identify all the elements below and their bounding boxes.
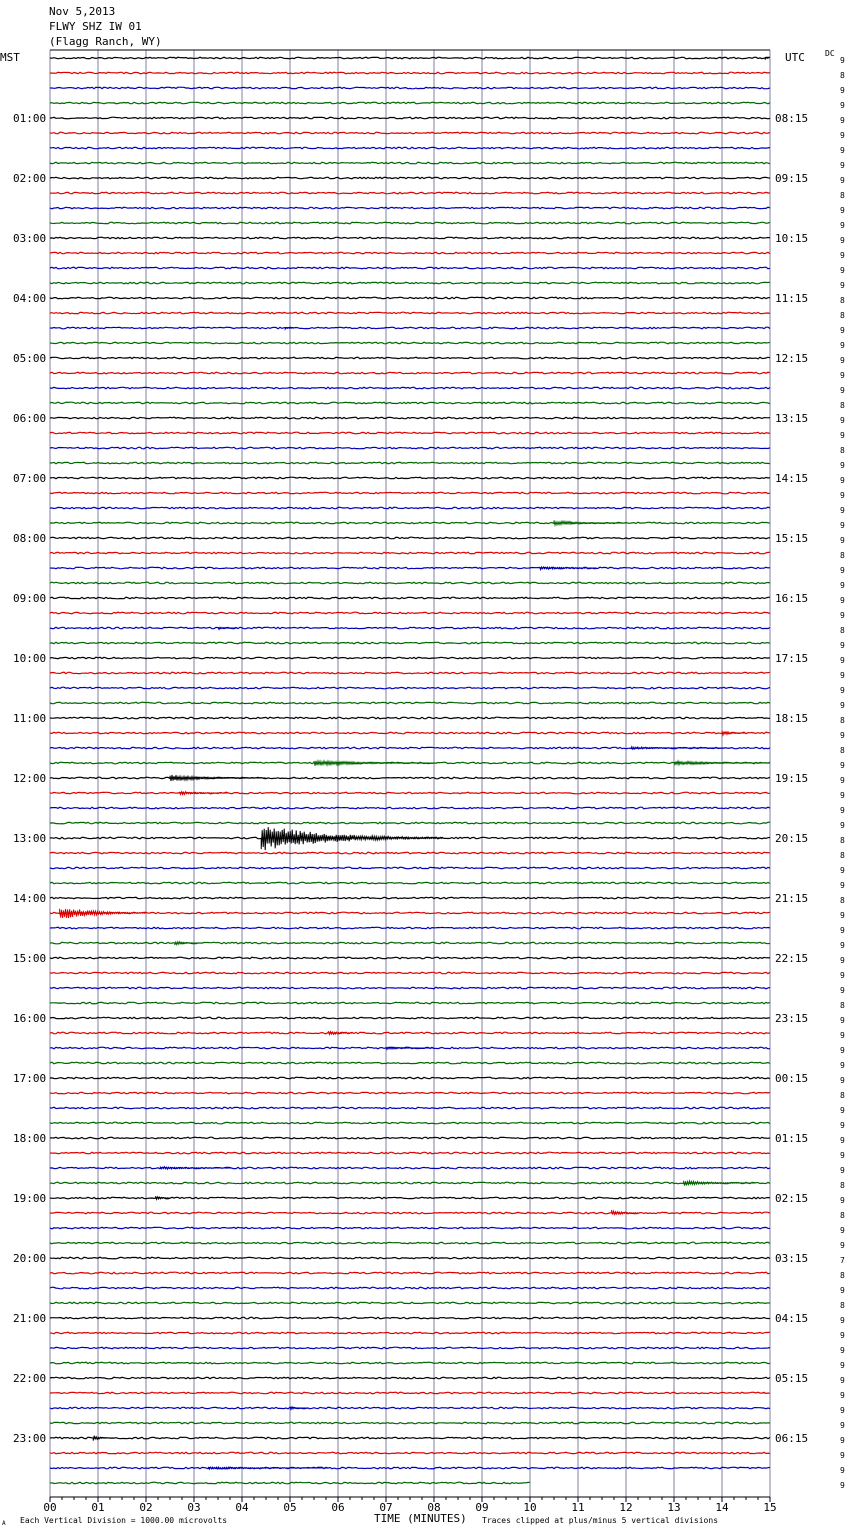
dc-offset-label: 9: [840, 941, 845, 950]
right-hour-label: 05:15: [775, 1372, 809, 1385]
dc-offset-label: 7: [840, 1256, 845, 1265]
dc-offset-label: 9: [840, 866, 845, 875]
left-hour-label: 02:00: [13, 172, 47, 185]
trace-84: [50, 1317, 770, 1319]
right-hour-label: 14:15: [775, 472, 809, 485]
dc-offset-label: 9: [840, 1061, 845, 1070]
trace-8: [50, 177, 770, 179]
left-hour-label: 23:00: [13, 1432, 47, 1445]
trace-75: [50, 1182, 770, 1184]
x-tick-label: 02: [139, 1501, 153, 1514]
trace-77: [50, 1212, 770, 1214]
dc-offset-label: 8: [840, 896, 845, 905]
dc-offset-label: 9: [840, 251, 845, 260]
trace-87: [50, 1362, 770, 1364]
trace-40: [50, 657, 770, 659]
trace-27: [50, 462, 770, 464]
dc-offset-label: 9: [840, 656, 845, 665]
trace-91: [50, 1422, 770, 1424]
trace-26: [50, 447, 770, 449]
trace-19: [50, 342, 770, 344]
left-hour-label: 18:00: [13, 1132, 47, 1145]
trace-74: [50, 1167, 770, 1169]
trace-25: [50, 432, 770, 434]
trace-73: [50, 1152, 770, 1154]
right-hour-label: 04:15: [775, 1312, 809, 1325]
left-hour-label: 11:00: [13, 712, 47, 725]
event-11: [261, 827, 443, 850]
right-timezone-label: UTC: [785, 51, 805, 64]
dc-offset-label: 8: [840, 446, 845, 455]
left-hour-label: 16:00: [13, 1012, 47, 1025]
dc-offset-label: 8: [840, 1091, 845, 1100]
trace-69: [50, 1092, 770, 1094]
trace-15: [50, 282, 770, 284]
x-axis-title: TIME (MINUTES): [374, 1512, 467, 1525]
dc-offset-label: 9: [840, 911, 845, 920]
dc-offset-label: 9: [840, 956, 845, 965]
station-label: FLWY SHZ IW 01: [49, 20, 142, 33]
left-hour-label: 09:00: [13, 592, 47, 605]
trace-54: [50, 867, 770, 869]
dc-offset-label: 9: [840, 1391, 845, 1400]
left-timezone-label: MST: [0, 51, 20, 64]
trace-90: [50, 1407, 770, 1409]
dc-offset-label: 8: [840, 1271, 845, 1280]
trace-2: [50, 87, 770, 89]
x-tick-label: 01: [91, 1501, 105, 1514]
dc-offset-label: 9: [840, 1331, 845, 1340]
dc-offset-label: 9: [840, 326, 845, 335]
right-hour-label: 23:15: [775, 1012, 809, 1025]
left-hour-label: 15:00: [13, 952, 47, 965]
left-hour-label: 07:00: [13, 472, 47, 485]
dc-offset-label: 9: [840, 176, 845, 185]
dc-offset-labels: [840, 56, 845, 1490]
x-tick-label: 04: [235, 1501, 249, 1514]
dc-offset-label: 9: [840, 1436, 845, 1445]
dc-offset-label: 9: [840, 1451, 845, 1460]
dc-offset-label: 8: [840, 1001, 845, 1010]
trace-22: [50, 387, 770, 389]
dc-offset-label: 9: [840, 1466, 845, 1475]
trace-58: [50, 927, 770, 929]
trace-65: [50, 1032, 770, 1034]
trace-31: [50, 522, 770, 524]
trace-70: [50, 1107, 770, 1109]
trace-45: [50, 732, 770, 734]
event-7: [314, 761, 434, 766]
dc-offset-label: 9: [840, 386, 845, 395]
right-hour-label: 17:15: [775, 652, 809, 665]
right-hour-label: 20:15: [775, 832, 809, 845]
trace-71: [50, 1122, 770, 1124]
dc-offset-label: 9: [840, 461, 845, 470]
event-17: [684, 1181, 756, 1186]
trace-4: [50, 117, 770, 119]
dc-offset-label: 9: [840, 1196, 845, 1205]
right-hour-label: 00:15: [775, 1072, 809, 1085]
trace-43: [50, 702, 770, 704]
dc-offset-label: 9: [840, 431, 845, 440]
dc-offset-label: 8: [840, 551, 845, 560]
dc-offset-label: 9: [840, 266, 845, 275]
trace-11: [50, 222, 770, 224]
dc-offset-label: 9: [840, 86, 845, 95]
trace-42: [50, 687, 770, 689]
dc-offset-label: 8: [840, 401, 845, 410]
left-hour-label: 03:00: [13, 232, 47, 245]
dc-offset-label: 9: [840, 686, 845, 695]
trace-14: [50, 267, 770, 269]
trace-51: [50, 822, 770, 824]
dc-offset-label: 9: [840, 521, 845, 530]
location-label: (Flagg Ranch, WY): [49, 35, 162, 48]
dc-offset-label: 9: [840, 506, 845, 515]
left-hour-label: 17:00: [13, 1072, 47, 1085]
dc-offset-label: 9: [840, 1121, 845, 1130]
trace-50: [50, 807, 770, 809]
dc-offset-label: 9: [840, 821, 845, 830]
left-hour-label: 08:00: [13, 532, 47, 545]
left-hour-label: 12:00: [13, 772, 47, 785]
dc-offset-label: 9: [840, 1136, 845, 1145]
dc-offset-label: 9: [840, 1016, 845, 1025]
dc-offset-label: 8: [840, 191, 845, 200]
dc-offset-label: 9: [840, 776, 845, 785]
trace-32: [50, 537, 770, 539]
trace-10: [50, 207, 770, 209]
left-hour-label: 21:00: [13, 1312, 47, 1325]
x-tick-label: 12: [619, 1501, 633, 1514]
dc-offset-label: 9: [840, 1076, 845, 1085]
trace-18: [50, 327, 770, 329]
trace-9: [50, 192, 770, 194]
trace-56: [50, 897, 770, 899]
dc-offset-label: 8: [840, 296, 845, 305]
right-hour-label: 16:15: [775, 592, 809, 605]
dc-offset-label: 8: [840, 836, 845, 845]
dc-offset-label: 9: [840, 161, 845, 170]
dc-offset-label: 9: [840, 641, 845, 650]
trace-3: [50, 102, 770, 104]
x-tick-label: 13: [667, 1501, 681, 1514]
dc-offset-label: 9: [840, 611, 845, 620]
corner-mark: A: [2, 1520, 6, 1527]
left-hour-label: 22:00: [13, 1372, 47, 1385]
dc-offset-label: 9: [840, 881, 845, 890]
trace-80: [50, 1257, 770, 1259]
x-tick-label: 11: [571, 1501, 585, 1514]
dc-offset-label: 9: [840, 131, 845, 140]
dc-offset-label: 9: [840, 206, 845, 215]
dc-offset-label: 9: [840, 1376, 845, 1385]
dc-offset-label: 9: [840, 491, 845, 500]
trace-64: [50, 1017, 770, 1019]
event-5: [722, 731, 746, 735]
right-hour-label: 21:15: [775, 892, 809, 905]
trace-92: [50, 1437, 770, 1439]
trace-28: [50, 477, 770, 479]
dc-offset-label: 8: [840, 851, 845, 860]
dc-offset-label: 9: [840, 236, 845, 245]
trace-83: [50, 1302, 770, 1304]
trace-55: [50, 882, 770, 884]
right-hour-labels: [775, 112, 808, 1445]
dc-offset-label: 9: [840, 416, 845, 425]
trace-68: [50, 1077, 770, 1079]
dc-offset-label: 8: [840, 716, 845, 725]
dc-label: DC: [825, 49, 835, 58]
trace-36: [50, 597, 770, 599]
trace-20: [50, 357, 770, 359]
x-tick-label: 05: [283, 1501, 297, 1514]
trace-41: [50, 672, 770, 674]
x-tick-label: 10: [523, 1501, 537, 1514]
trace-7: [50, 162, 770, 164]
left-hour-label: 06:00: [13, 412, 47, 425]
trace-53: [50, 852, 770, 854]
date-label: Nov 5,2013: [49, 5, 116, 18]
trace-38: [50, 627, 770, 629]
left-hour-labels: [13, 112, 46, 1445]
left-hour-label: 14:00: [13, 892, 47, 905]
dc-offset-label: 9: [840, 281, 845, 290]
dc-offset-label: 9: [840, 341, 845, 350]
dc-offset-label: 9: [840, 1166, 845, 1175]
trace-59: [50, 942, 770, 944]
right-hour-label: 03:15: [775, 1252, 809, 1265]
left-hour-label: 13:00: [13, 832, 47, 845]
dc-offset-label: 9: [840, 56, 845, 65]
dc-offset-label: 9: [840, 731, 845, 740]
dc-offset-label: 9: [840, 536, 845, 545]
trace-34: [50, 567, 770, 569]
right-hour-label: 08:15: [775, 112, 809, 125]
dc-offset-label: 9: [840, 221, 845, 230]
right-hour-label: 11:15: [775, 292, 809, 305]
trace-86: [50, 1347, 770, 1349]
trace-48: [50, 777, 770, 779]
dc-offset-label: 9: [840, 566, 845, 575]
right-hour-label: 02:15: [775, 1192, 809, 1205]
dc-offset-label: 9: [840, 1481, 845, 1490]
trace-49: [50, 792, 770, 794]
dc-offset-label: 9: [840, 1361, 845, 1370]
trace-6: [50, 147, 770, 149]
dc-offset-label: 9: [840, 581, 845, 590]
dc-offset-label: 9: [840, 476, 845, 485]
trace-35: [50, 582, 770, 584]
left-hour-label: 04:00: [13, 292, 47, 305]
trace-89: [50, 1392, 770, 1394]
trace-60: [50, 957, 770, 959]
dc-offset-label: 9: [840, 1226, 845, 1235]
trace-39: [50, 642, 770, 644]
trace-30: [50, 507, 770, 509]
dc-offset-label: 9: [840, 1346, 845, 1355]
left-hour-label: 10:00: [13, 652, 47, 665]
dc-offset-label: 9: [840, 596, 845, 605]
dc-offset-label: 9: [840, 761, 845, 770]
trace-13: [50, 252, 770, 254]
event-12: [60, 909, 146, 918]
trace-1: [50, 72, 770, 74]
dc-offset-label: 8: [840, 746, 845, 755]
trace-82: [50, 1287, 770, 1289]
trace-62: [50, 987, 770, 989]
scale-note: Each Vertical Division = 1000.00 microvolts: [20, 1516, 228, 1525]
event-9: [170, 775, 266, 781]
x-tick-label: 09: [475, 1501, 489, 1514]
trace-12: [50, 237, 770, 239]
dc-offset-label: 9: [840, 356, 845, 365]
right-hour-label: 01:15: [775, 1132, 809, 1145]
dc-offset-label: 9: [840, 701, 845, 710]
trace-93: [50, 1452, 770, 1454]
trace-21: [50, 372, 770, 374]
x-tick-label: 06: [331, 1501, 345, 1514]
trace-63: [50, 1002, 770, 1004]
left-hour-label: 20:00: [13, 1252, 47, 1265]
dc-offset-label: 9: [840, 1286, 845, 1295]
dc-offset-label: 8: [840, 311, 845, 320]
dc-offset-label: 9: [840, 1031, 845, 1040]
dc-offset-label: 9: [840, 1406, 845, 1415]
dc-offset-label: 9: [840, 1106, 845, 1115]
dc-offset-label: 9: [840, 371, 845, 380]
left-hour-label: 01:00: [13, 112, 47, 125]
trace-5: [50, 132, 770, 134]
dc-offset-label: 9: [840, 146, 845, 155]
trace-81: [50, 1272, 770, 1274]
trace-16: [50, 297, 770, 299]
trace-88: [50, 1377, 770, 1379]
dc-offset-label: 9: [840, 1421, 845, 1430]
x-tick-label: 08: [427, 1501, 441, 1514]
x-tick-label: 15: [763, 1501, 777, 1514]
trace-94: [50, 1467, 770, 1469]
dc-offset-label: 9: [840, 101, 845, 110]
trace-72: [50, 1137, 770, 1139]
trace-79: [50, 1242, 770, 1244]
trace-group: [50, 57, 770, 1484]
dc-offset-label: 9: [840, 986, 845, 995]
dc-offset-label: 9: [840, 116, 845, 125]
dc-offset-label: 8: [840, 1301, 845, 1310]
dc-offset-label: 9: [840, 926, 845, 935]
right-hour-label: 19:15: [775, 772, 809, 785]
clip-note: Traces clipped at plus/minus 5 vertical divisions: [482, 1516, 719, 1525]
right-hour-label: 18:15: [775, 712, 809, 725]
trace-67: [50, 1062, 770, 1064]
event-2: [554, 520, 626, 525]
trace-33: [50, 552, 770, 554]
right-hour-label: 12:15: [775, 352, 809, 365]
dc-offset-label: 9: [840, 1151, 845, 1160]
trace-57: [50, 912, 770, 914]
x-tick-label: 14: [715, 1501, 729, 1514]
right-hour-label: 09:15: [775, 172, 809, 185]
right-hour-label: 22:15: [775, 952, 809, 965]
right-hour-label: 13:15: [775, 412, 809, 425]
trace-0: [50, 57, 770, 59]
trace-23: [50, 402, 770, 404]
dc-offset-label: 9: [840, 1241, 845, 1250]
trace-44: [50, 717, 770, 719]
trace-24: [50, 417, 770, 419]
x-tick-label: 03: [187, 1501, 201, 1514]
right-hour-label: 06:15: [775, 1432, 809, 1445]
left-hour-label: 05:00: [13, 352, 47, 365]
right-hour-label: 10:15: [775, 232, 809, 245]
trace-37: [50, 612, 770, 614]
dc-offset-label: 8: [840, 71, 845, 80]
event-0: [765, 57, 769, 59]
trace-29: [50, 492, 770, 494]
dc-offset-label: 9: [840, 971, 845, 980]
dc-offset-label: 8: [840, 626, 845, 635]
trace-78: [50, 1227, 770, 1229]
dc-offset-label: 9: [840, 1316, 845, 1325]
x-tick-label: 07: [379, 1501, 393, 1514]
trace-17: [50, 312, 770, 314]
dc-offset-label: 8: [840, 1181, 845, 1190]
left-hour-label: 19:00: [13, 1192, 47, 1205]
trace-61: [50, 972, 770, 974]
right-hour-label: 15:15: [775, 532, 809, 545]
dc-offset-label: 9: [840, 806, 845, 815]
dc-offset-label: 9: [840, 1046, 845, 1055]
dc-offset-label: 9: [840, 791, 845, 800]
dc-offset-label: 8: [840, 1211, 845, 1220]
dc-offset-label: 9: [840, 671, 845, 680]
x-tick-label: 00: [43, 1501, 57, 1514]
trace-85: [50, 1332, 770, 1334]
